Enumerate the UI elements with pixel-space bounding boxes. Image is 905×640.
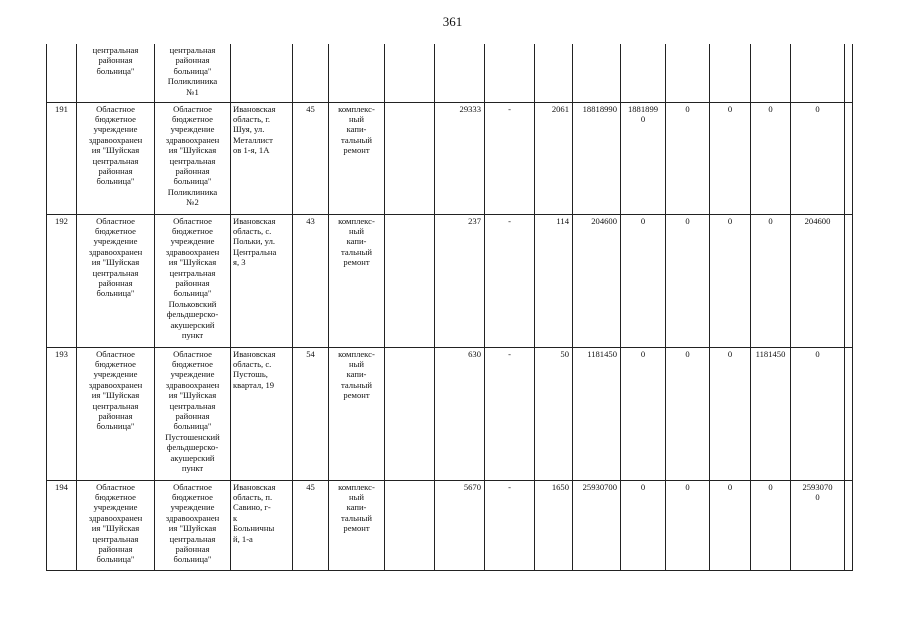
cell-owner-name: Областное бюджетное учреждение здравоохранен ия "Шуйская центральная районная больница"	[77, 347, 155, 480]
cell-col-13: 0	[666, 102, 710, 214]
cell-col-16	[791, 44, 845, 102]
cell-col-9	[485, 44, 535, 102]
cell-work-type: комплекс- ный капи- тальный ремонт	[329, 214, 385, 347]
cell-row-number	[47, 44, 77, 102]
cell-col-13: 0	[666, 347, 710, 480]
cell-col-16: 0	[791, 102, 845, 214]
cell-col-15: 0	[751, 214, 791, 347]
cell-work-type: комплекс- ный капи- тальный ремонт	[329, 347, 385, 480]
cell-col-7	[385, 347, 435, 480]
cell-col-13: 0	[666, 480, 710, 570]
cell-col-15: 1181450	[751, 347, 791, 480]
cell-col-14: 0	[710, 214, 751, 347]
cell-col-13: 0	[666, 214, 710, 347]
cell-object-name: Областное бюджетное учреждение здравоохранен ия "Шуйская центральная районная больница"	[155, 480, 231, 570]
cell-col-13	[666, 44, 710, 102]
cell-col-12: 1881899 0	[621, 102, 666, 214]
cell-year: 45	[293, 480, 329, 570]
cell-col-9: -	[485, 347, 535, 480]
cell-col-15: 0	[751, 102, 791, 214]
cell-col-16: 204600	[791, 214, 845, 347]
cell-col-9: -	[485, 480, 535, 570]
cell-year: 54	[293, 347, 329, 480]
cell-col-12: 0	[621, 214, 666, 347]
cell-col-17	[845, 480, 853, 570]
cell-col-7	[385, 102, 435, 214]
cell-object-name: Областное бюджетное учреждение здравоохранен ия "Шуйская центральная районная больница" Польковский фельдшерско- акушерский пункт	[155, 214, 231, 347]
cell-col-10: 1650	[535, 480, 573, 570]
cell-area: 29333	[435, 102, 485, 214]
cell-row-number: 194	[47, 480, 77, 570]
cell-col-7	[385, 480, 435, 570]
cell-object-name: Областное бюджетное учреждение здравоохранен ия "Шуйская центральная районная больница" Пустошенский фельдшерско- акушерский пункт	[155, 347, 231, 480]
cell-col-9: -	[485, 102, 535, 214]
table-row	[47, 44, 853, 102]
cell-col-10	[535, 44, 573, 102]
cell-owner-name: центральная районная больница"	[77, 44, 155, 102]
cell-area: 237	[435, 214, 485, 347]
cell-col-17	[845, 102, 853, 214]
cell-area: 5670	[435, 480, 485, 570]
cell-year	[293, 44, 329, 102]
cell-work-type: комплекс- ный капи- тальный ремонт	[329, 480, 385, 570]
cell-col-14: 0	[710, 480, 751, 570]
cell-year: 45	[293, 102, 329, 214]
cell-col-16: 2593070 0	[791, 480, 845, 570]
cell-address: Ивановская область, с. Польки, ул. Центральна я, 3	[231, 214, 293, 347]
cell-owner-name: Областное бюджетное учреждение здравоохранен ия "Шуйская центральная районная больница"	[77, 102, 155, 214]
table-body	[47, 44, 853, 570]
cell-row-number: 191	[47, 102, 77, 214]
cell-cost-total: 25930700	[573, 480, 621, 570]
cell-cost-total: 1181450	[573, 347, 621, 480]
cell-owner-name: Областное бюджетное учреждение здравоохранен ия "Шуйская центральная районная больница"	[77, 214, 155, 347]
cell-object-name: центральная районная больница" Поликлиника №1	[155, 44, 231, 102]
table-row	[47, 214, 853, 347]
cell-col-14	[710, 44, 751, 102]
cell-col-15: 0	[751, 480, 791, 570]
cell-cost-total	[573, 44, 621, 102]
cell-address	[231, 44, 293, 102]
cell-row-number: 192	[47, 214, 77, 347]
cell-address: Ивановская область, г. Шуя, ул. Металлист ов 1-я, 1А	[231, 102, 293, 214]
cell-col-12	[621, 44, 666, 102]
cell-col-14: 0	[710, 102, 751, 214]
cell-address: Ивановская область, с. Пустошь, квартал, 19	[231, 347, 293, 480]
cell-col-12: 0	[621, 480, 666, 570]
cell-work-type: комплекс- ный капи- тальный ремонт	[329, 102, 385, 214]
cell-col-7	[385, 44, 435, 102]
table-row	[47, 347, 853, 480]
cell-address: Ивановская область, п. Савино, г- к Больничны й, 1-а	[231, 480, 293, 570]
cell-col-15	[751, 44, 791, 102]
cell-col-12: 0	[621, 347, 666, 480]
cell-work-type	[329, 44, 385, 102]
cell-col-17	[845, 44, 853, 102]
cell-col-16: 0	[791, 347, 845, 480]
cell-col-14: 0	[710, 347, 751, 480]
cell-cost-total: 204600	[573, 214, 621, 347]
cell-col-10: 2061	[535, 102, 573, 214]
cell-row-number: 193	[47, 347, 77, 480]
cell-col-9: -	[485, 214, 535, 347]
cell-col-7	[385, 214, 435, 347]
page-number: 361	[442, 14, 463, 29]
cell-owner-name: Областное бюджетное учреждение здравоохранен ия "Шуйская центральная районная больница"	[77, 480, 155, 570]
table-row	[47, 480, 853, 570]
cell-object-name: Областное бюджетное учреждение здравоохранен ия "Шуйская центральная районная больница" Поликлиника №2	[155, 102, 231, 214]
cell-col-17	[845, 214, 853, 347]
cell-cost-total: 18818990	[573, 102, 621, 214]
cell-col-10: 114	[535, 214, 573, 347]
cell-col-17	[845, 347, 853, 480]
data-table	[46, 44, 853, 571]
cell-area	[435, 44, 485, 102]
cell-area: 630	[435, 347, 485, 480]
cell-year: 43	[293, 214, 329, 347]
table-row	[47, 102, 853, 214]
cell-col-10: 50	[535, 347, 573, 480]
